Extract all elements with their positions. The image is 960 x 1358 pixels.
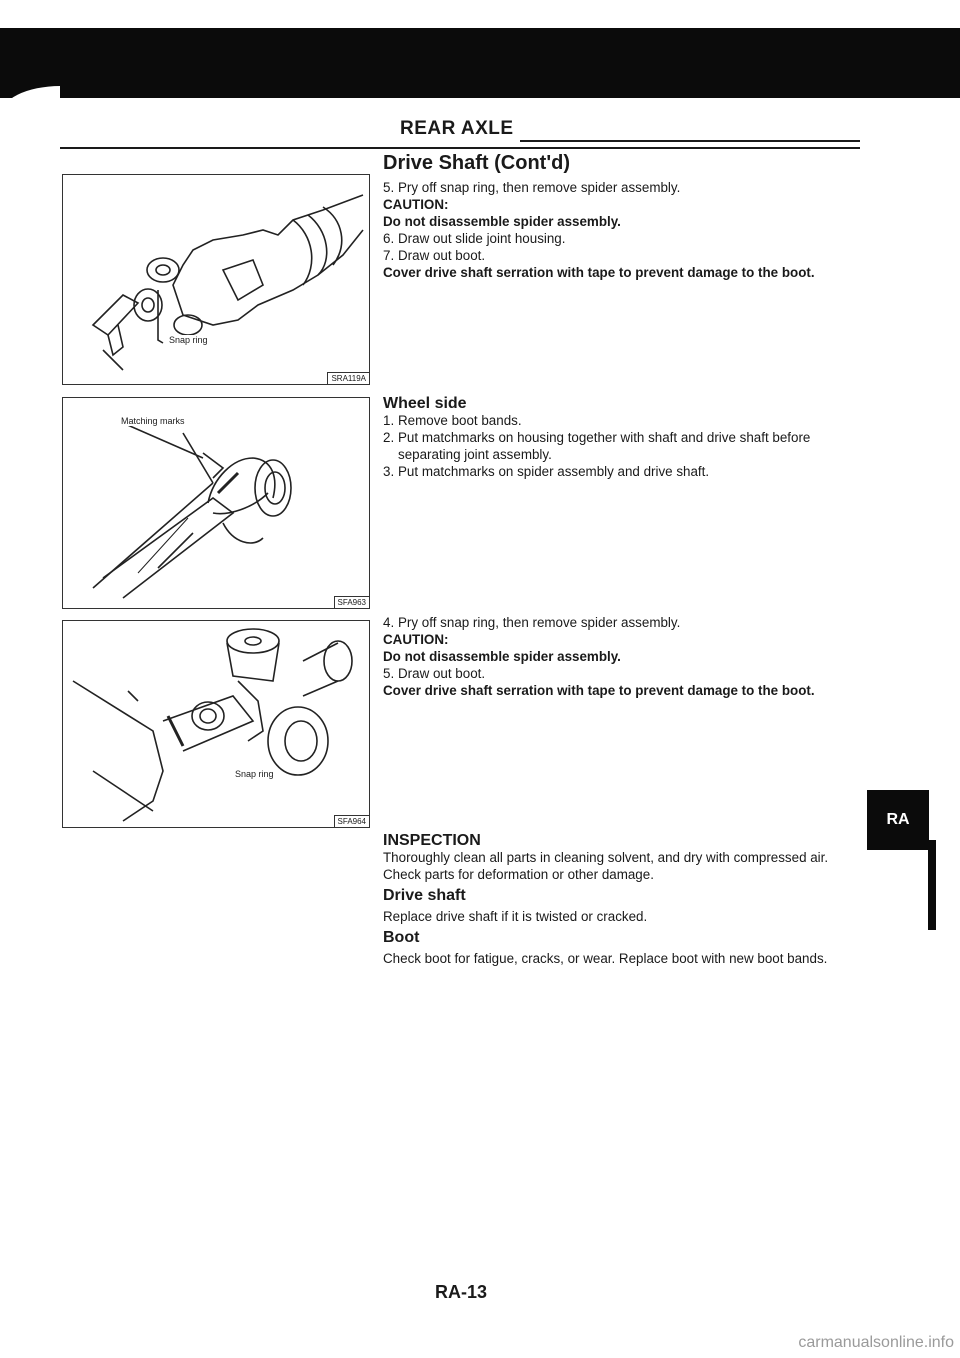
step-text: Pry off snap ring, then remove spider assembly. bbox=[398, 180, 681, 195]
caution-label: CAUTION: bbox=[383, 632, 449, 647]
page-number: RA-13 bbox=[435, 1282, 488, 1302]
step-text: Put matchmarks on spider assembly and drive shaft. bbox=[398, 464, 710, 479]
page-subtitle: Drive Shaft (Cont'd) bbox=[383, 152, 570, 174]
step-block-spider bbox=[383, 614, 853, 699]
step-number: 2. bbox=[383, 430, 395, 445]
step-block-slide-joint bbox=[383, 179, 853, 281]
boot-text: Check boot for fatigue, cracks, or wear. Replace boot with new boot bands. bbox=[383, 951, 828, 966]
matching-marks-illustration bbox=[63, 398, 369, 608]
caution-label: CAUTION: bbox=[383, 197, 449, 212]
drive-shaft-text: Replace drive shaft if it is twisted or cracked. bbox=[383, 909, 648, 924]
boot-heading: Boot bbox=[383, 929, 420, 946]
watermark: carmanualsonline.info bbox=[798, 1334, 954, 1351]
figure-matching-marks bbox=[62, 397, 370, 609]
figure-label: Snap ring bbox=[235, 769, 274, 779]
step-number: 3. bbox=[383, 464, 395, 479]
step-number: 1. bbox=[383, 413, 395, 428]
figure-code: SRA119A bbox=[327, 372, 369, 384]
step-text: Draw out boot. bbox=[398, 248, 486, 263]
note-text: Cover drive shaft serration with tape to prevent damage to the boot. bbox=[383, 683, 815, 698]
step-number: 5. bbox=[383, 666, 395, 681]
figure-label: Snap ring bbox=[169, 335, 208, 345]
wheel-side-heading: Wheel side bbox=[383, 395, 467, 412]
step-number: 5. bbox=[383, 180, 395, 195]
step-text: Draw out boot. bbox=[398, 666, 486, 681]
inspection-intro: Thoroughly clean all parts in cleaning solvent, and dry with compressed air. Check parts for deformation or other damage. bbox=[383, 850, 829, 882]
step-text: Remove boot bands. bbox=[398, 413, 522, 428]
figure-code: SFA963 bbox=[334, 596, 369, 608]
caution-text: Do not disassemble spider assembly. bbox=[383, 649, 621, 664]
tab-edge-mark bbox=[928, 840, 936, 930]
header-rule bbox=[60, 147, 860, 149]
inspection-block bbox=[383, 832, 853, 967]
step-number: 4. bbox=[383, 615, 395, 630]
title-rule bbox=[520, 140, 860, 142]
step-number: 6. bbox=[383, 231, 395, 246]
section-tab-ra: RA bbox=[867, 790, 929, 850]
slide-joint-illustration bbox=[63, 175, 369, 384]
drive-shaft-heading: Drive shaft bbox=[383, 887, 466, 904]
section-title: REAR AXLE bbox=[400, 118, 514, 139]
figure-snap-ring-slide-joint bbox=[62, 174, 370, 385]
figure-snap-ring-wheel-side bbox=[62, 620, 370, 828]
inspection-heading: INSPECTION bbox=[383, 832, 481, 849]
caution-text: Do not disassemble spider assembly. bbox=[383, 214, 621, 229]
note-text: Cover drive shaft serration with tape to prevent damage to the boot. bbox=[383, 265, 815, 280]
wheel-side-joint-illustration bbox=[63, 621, 369, 827]
figure-code: SFA964 bbox=[334, 815, 369, 827]
step-text: Draw out slide joint housing. bbox=[398, 231, 566, 246]
step-text: Put matchmarks on housing together with shaft and drive shaft before separating joint assembly. bbox=[398, 430, 811, 462]
step-text: Pry off snap ring, then remove spider assembly. bbox=[398, 615, 681, 630]
top-black-bar bbox=[0, 28, 960, 98]
figure-label: Matching marks bbox=[121, 416, 185, 426]
step-block-wheel-side bbox=[383, 395, 853, 480]
step-number: 7. bbox=[383, 248, 395, 263]
